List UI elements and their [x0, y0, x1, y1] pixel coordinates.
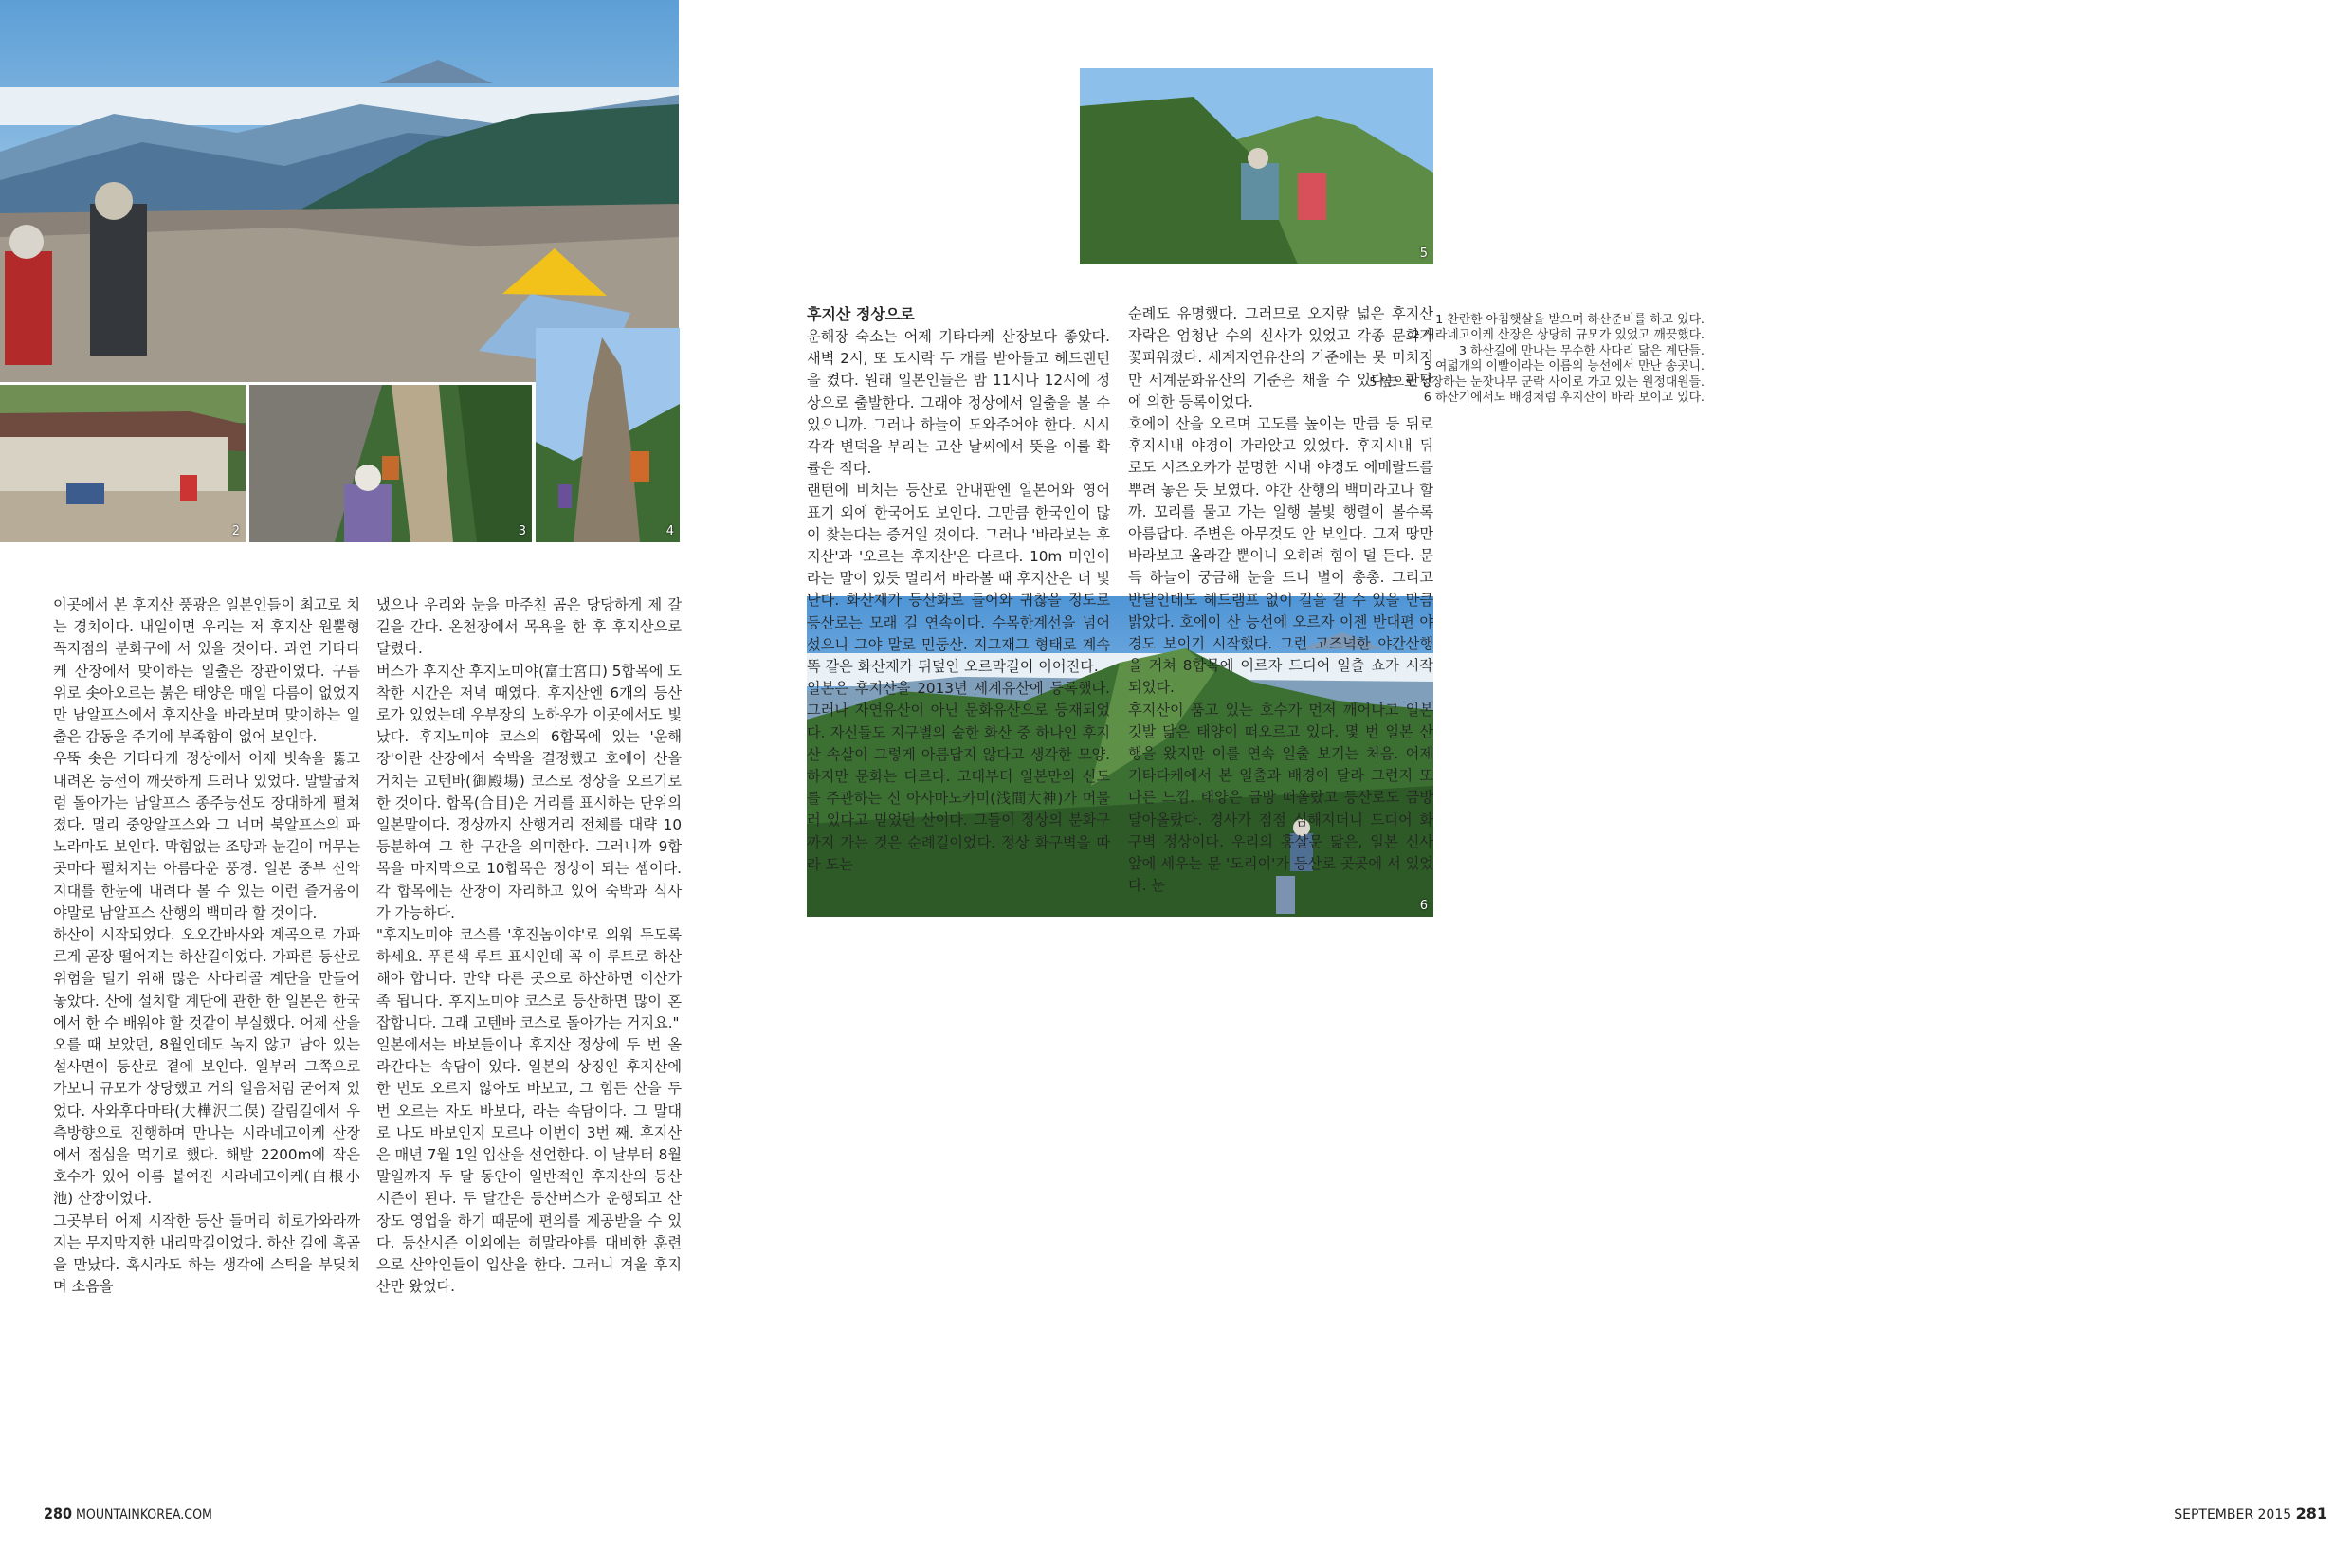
right-column-1	[807, 303, 1110, 876]
caption-line: 2 시라네고이케 산장은 상당히 규모가 있었고 깨끗했다.	[1412, 328, 1705, 343]
photo-number: 6	[1419, 899, 1428, 913]
paragraph: 이곳에서 본 후지산 풍광은 일본인들이 최고로 치는 경치이다. 내일이면 우리는 저 후지산 원뿔형 꼭지점의 분화구에 서 있을 것이다. 과연 기타다케 산장에서 맞이하는 일출은 장관이었다. 구름 위로 솟아오르는 붉은 태양은 매일 다름이 없었지만 남알프스에서 후지산을 바라보며 맞이하는 일출은 감동을 주기에 부족함이 없어 보인다.	[53, 596, 360, 746]
caption-line: 6 하산기에서도 배경처럼 후지산이 바라 보이고 있다.	[1423, 391, 1705, 406]
page-number: 280	[44, 1504, 73, 1522]
folio-right	[2174, 1504, 2327, 1522]
issue-date: SEPTEMBER 2015	[2174, 1507, 2292, 1522]
steep-stairs-image	[249, 385, 532, 542]
section-title: 후지산 정상으로	[807, 305, 915, 323]
site-name: MOUNTAINKOREA.COM	[76, 1507, 212, 1522]
paragraph: 일본은 후지산을 2013년 세계유산에 등록했다. 그러나 자연유산이 아닌 문화유산으로 등재되었다. 자신들도 지구별의 숱한 화산 중 하나인 후지산 속살이 그렇게 아름답지 않다고 생각한 모양. 하지만 문화는 다르다. 고대부터 일본만의 신도를 주관하는 신 아사마노카미(浅間大神)가 머물러 있다고 믿었던 산이다. 그들이 정상의 분화구까지 가는 것은 순례길이었다. 정상 화구벽을 따라 도는	[807, 680, 1110, 873]
left-column-2	[376, 594, 682, 1299]
page-number: 281	[2295, 1504, 2327, 1522]
photo-number: 3	[518, 524, 526, 538]
caption-line: 1 찬란한 아침햇살을 받으며 하산준비를 하고 있다.	[1435, 313, 1705, 327]
photo-ridge-hikers	[1080, 68, 1433, 264]
paragraph: 순례도 유명했다. 그러므로 오지랖 넓은 후지산 자락은 엄청난 수의 신사가 있었고 각종 문화가 꽃피워졌다. 세계자연유산의 기준에는 못 미치지만 세계문화유산의 기준은 채울 수 있다는 판단에 의한 등록이었다.	[1128, 305, 1433, 410]
summit-camp-image	[0, 0, 679, 382]
folio-left	[44, 1504, 212, 1522]
paragraph: 호에이 산을 오르며 고도를 높이는 만큼 등 뒤로 후지시내 야경이 가라앉고 있었다. 후지시내 뒤로도 시즈오카가 분명한 시내 야경도 에메랄드를 뿌려 놓은 듯 보였다. 야간 산행의 백미라고나 할까. 꼬리를 물고 가는 일행 불빛 행렬이 볼수록 아름답다. 주변은 아무것도 안 보인다. 그저 땅만 바라보고 올라갈 뿐이니 오히려 힘이 덜 든다. 문득 하늘이 궁금해 눈을 드니 별이 총총. 그리고 반달인데도 헤드램프 없이 길을 갈 수 있을 만큼 밝았다. 호에이 산 능선에 오르자 이젠 반대편 야경도 보이기 시작했다. 그런 고즈넉한 야간산행을 거쳐 8합목에 이르자 드디어 일출 쇼가 시작되었다.	[1128, 415, 1433, 697]
paragraph: 하산이 시작되었다. 오오간바사와 계곡으로 가파르게 곧장 떨어지는 하산길이었다. 가파른 등산로 위험을 덜기 위해 많은 사다리골 계단을 만들어 놓았다. 산에 설치할 계단에 관한 한 일본은 한국에서 한 수 배워야 할 것같이 부실했다. 어제 산을 오를 때 보았던, 8월인데도 녹지 않고 남아 있는 설사면이 등산로 곁에 보인다. 일부러 그쪽으로 가보니 규모가 상당했고 거의 얼음처럼 굳어져 있었다. 사와후다마타(大樺沢二俣) 갈림길에서 우측방향으로 진행하며 만나는 시라네고이케 산장에서 점심을 먹기로 했다. 해발 2200m에 작은 호수가 있어 이름 붙여진 시라네고이케(白根小池) 산장이었다.	[53, 926, 360, 1208]
paragraph: "후지노미야 코스를 '후진놈이야'로 외워 두도록 하세요. 푸른색 루트 표시인데 꼭 이 루트로 하산해야 합니다. 만약 다른 곳으로 하산하면 이산가족 됩니다. 후지노미야 코스로 등산하면 많이 혼잡합니다. 그래 고텐바 코스로 돌아가는 거지요."	[376, 926, 682, 1031]
paragraph: 냈으나 우리와 눈을 마주친 곰은 당당하게 제 갈 길을 간다. 온천장에서 목욕을 한 후 후지산으로 달렸다.	[376, 596, 682, 658]
paragraph: 일본에서는 바보들이나 후지산 정상에 두 번 올라간다는 속담이 있다. 일본의 상징인 후지산에 한 번도 오르지 않아도 바보고, 그 힘든 산을 두 번 오르는 자도 바보다, 라는 속담이다. 그 말대로 나도 바보인지 모르나 이번이 3번 째. 후지산은 매년 7월 1일 입산을 선언한다. 이 날부터 8월 말일까지 두 달 동안이 일반적인 후지산의 등산시즌이 된다. 두 달간은 등산버스가 운행되고 산장도 영업을 하기 때문에 편의를 제공받을 수 있다. 등산시즌 이외에는 히말라야를 대비한 훈련으로 산악인들이 입산을 한다. 그러니 겨울 후지산만 왔었다.	[376, 1036, 682, 1296]
photo-summit-camp	[0, 0, 679, 382]
photo-rock-pinnacle	[536, 328, 680, 542]
rock-pinnacle-image	[536, 328, 680, 542]
paragraph: 우뚝 솟은 기타다케 정상에서 어제 빗속을 뚫고 내려온 능선이 깨끗하게 드러나 있었다. 말발굽처럼 돌아가는 남알프스 종주능선도 장대하게 펼쳐졌다. 멀리 중앙알프스와 그 너머 북알프스의 파노라마도 보인다. 막힘없는 조망과 눈길이 머무는 곳마다 펼쳐지는 아름다운 풍경. 일본 중부 산악지대를 한눈에 내려다 볼 수 있는 이런 즐거움이야말로 남알프스 산행의 백미라 할 것이다.	[53, 750, 360, 921]
photo-number: 5	[1419, 246, 1428, 261]
photo-number: 2	[231, 524, 240, 538]
photo-number: 4	[665, 524, 674, 538]
paragraph: 버스가 후지산 후지노미야(富士宮口) 5합목에 도착한 시간은 저녁 때였다. 후지산엔 6개의 등산로가 있었는데 우부장의 노하우가 이곳에서도 빛났다. 후지노미야 코스의 6합목에 있는 '운해장'이란 산장에서 숙박을 결정했고 호에이 산을 거치는 고텐바(御殿場) 코스로 정상을 오르기로 한 것이다. 합목(合目)은 거리를 표시하는 단위의 일본말이다. 정상까지 산행거리 전체를 대략 10등분하여 그 한 구간을 의미한다. 그러니까 9합목을 마지막으로 10합목은 정상이 되는 셈이다. 각 합목에는 산장이 자리하고 있어 숙박과 식사가 가능하다.	[376, 662, 682, 921]
paragraph: 운해장 숙소는 어제 기타다케 산장보다 좋았다. 새벽 2시, 또 도시락 두 개를 받아들고 헤드랜턴을 켰다. 원래 일본인들은 밤 11시나 12시에 정상으로 출발한다. 그래야 정상에서 일출을 볼 수 있으니까. 그러나 하늘이 도와주어야 한다. 시시각각 변덕을 부리는 고산 날씨에서 뜻을 이룰 확률은 적다.	[807, 328, 1110, 478]
paragraph: 후지산이 품고 있는 호수가 먼저 깨어나고 일본 깃발 닮은 태양이 떠오르고 있다. 몇 번 일본 산행을 왔지만 이를 연속 일출 보기는 처음. 어제 기타다케에서 본 일출과 배경이 달라 그런지 또 다른 느낌. 태양은 금방 떠올랐고 등산로도 금방 달아올랐다. 경사가 점점 심해지더니 드디어 화구벽 정상이다. 우리의 홍살문 닮은, 일본 신사 앞에 세우는 문 '도리이'가 등산로 곳곳에 서 있었다. 눈	[1128, 701, 1433, 895]
paragraph: 그곳부터 어제 시작한 등산 들머리 히로가와라까지는 무지막지한 내리막길이었다. 하산 길에 흑곰을 만났다. 혹시라도 하는 생각에 스틱을 부딪치며 소음을	[53, 1212, 360, 1296]
caption-line: 3 하산길에 만나는 무수한 사다리 닮은 계단들.	[1458, 343, 1705, 358]
caption-line: 5 여덟개의 이빨이라는 이름의 능선에서 만난 송곳니.	[1423, 359, 1705, 374]
mountain-hut-image	[0, 385, 246, 542]
paragraph: 랜턴에 비치는 등산로 안내판엔 일본어와 영어 표기 외에 한국어도 보인다. 그만큼 한국인이 많이 찾는다는 증거일 것이다. 그러나 '바라보는 후지산'과 '오르는 후지산'은 다르다. 10m 미인이라는 말이 있듯 멀리서 바라볼 때 후지산은 더 빛난다. 화산재가 등산화로 들어와 귀찮을 정도로 등산로는 모래 길 연속이다. 수목한계선을 넘어 섰으니 그야 말로 민둥산. 지그재그 형태로 계속 똑 같은 화산재가 뒤덮인 오르막길이 이어진다.	[807, 482, 1110, 676]
photo-mountain-hut	[0, 385, 246, 542]
right-column-2	[1128, 303, 1433, 897]
photo-steep-stairs	[249, 385, 532, 542]
ridge-hikers-image	[1080, 68, 1433, 264]
left-column-1	[53, 594, 360, 1299]
caption-line: 5 옆으로 성장하는 눈잣나무 군락 사이로 가고 있는 원정대원들.	[1369, 374, 1705, 390]
